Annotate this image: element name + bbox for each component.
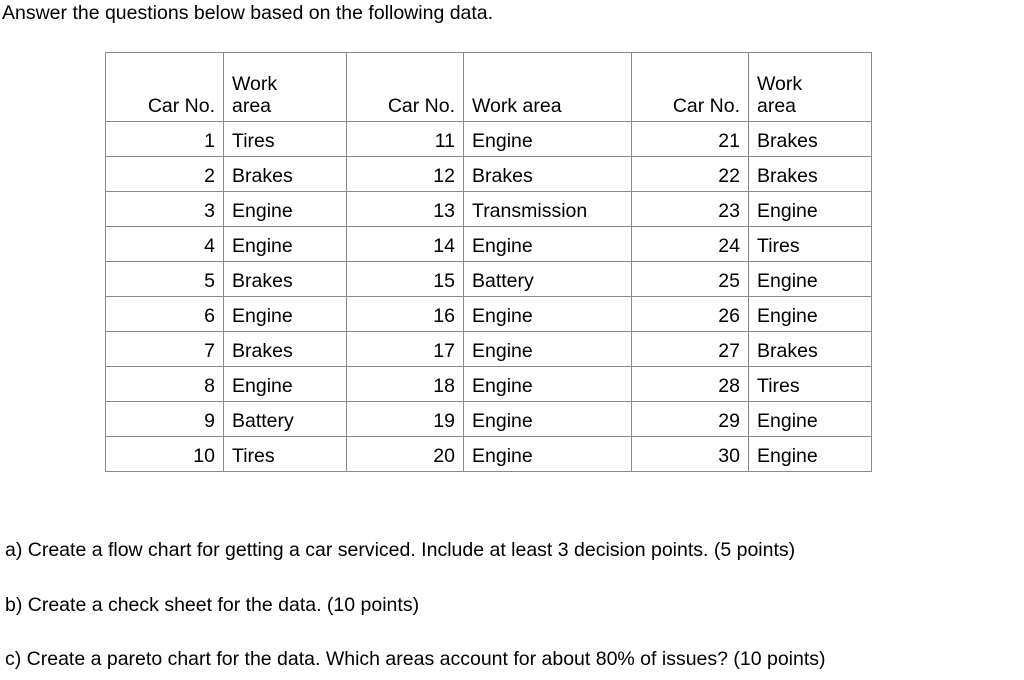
table-row bbox=[106, 402, 872, 437]
work-area-cell: Brakes bbox=[224, 157, 347, 192]
work-area-cell: Tires bbox=[749, 227, 872, 262]
car-number-cell: 6 bbox=[106, 297, 224, 332]
car-number-cell: 1 bbox=[106, 122, 224, 157]
header-car-no: Car No. bbox=[106, 53, 224, 122]
car-number-cell: 15 bbox=[347, 262, 464, 297]
table-row bbox=[106, 297, 872, 332]
car-number-cell: 26 bbox=[632, 297, 749, 332]
car-number-cell: 9 bbox=[106, 402, 224, 437]
car-number-cell: 23 bbox=[632, 192, 749, 227]
car-number-cell: 5 bbox=[106, 262, 224, 297]
work-area-cell: Engine bbox=[464, 402, 632, 437]
header-car-no: Car No. bbox=[632, 53, 749, 122]
car-number-cell: 12 bbox=[347, 157, 464, 192]
work-area-cell: Transmission bbox=[464, 192, 632, 227]
car-number-cell: 4 bbox=[106, 227, 224, 262]
work-area-cell: Brakes bbox=[749, 332, 872, 367]
table-row bbox=[106, 192, 872, 227]
car-number-cell: 29 bbox=[632, 402, 749, 437]
work-area-cell: Brakes bbox=[224, 262, 347, 297]
question-c: c) Create a pareto chart for the data. Which areas account for about 80% of issues? (10 points) bbox=[5, 648, 826, 670]
work-area-cell: Engine bbox=[464, 367, 632, 402]
car-number-cell: 27 bbox=[632, 332, 749, 367]
work-area-cell: Engine bbox=[464, 332, 632, 367]
intro-text: Answer the questions below based on the following data. bbox=[2, 2, 494, 24]
table-row bbox=[106, 262, 872, 297]
car-number-cell: 17 bbox=[347, 332, 464, 367]
car-number-cell: 19 bbox=[347, 402, 464, 437]
car-number-cell: 21 bbox=[632, 122, 749, 157]
work-area-cell: Tires bbox=[224, 437, 347, 472]
car-number-cell: 16 bbox=[347, 297, 464, 332]
work-area-cell: Brakes bbox=[749, 157, 872, 192]
question-a: a) Create a flow chart for getting a car serviced. Include at least 3 decision points. (5 points) bbox=[5, 539, 796, 561]
car-number-cell: 24 bbox=[632, 227, 749, 262]
question-b: b) Create a check sheet for the data. (10 points) bbox=[5, 594, 420, 616]
header-work-area: Work area bbox=[464, 53, 632, 122]
work-area-cell: Engine bbox=[464, 227, 632, 262]
work-area-cell: Engine bbox=[749, 192, 872, 227]
header-row bbox=[106, 53, 872, 122]
work-area-cell: Engine bbox=[224, 227, 347, 262]
car-number-cell: 13 bbox=[347, 192, 464, 227]
work-area-cell: Battery bbox=[464, 262, 632, 297]
car-number-cell: 8 bbox=[106, 367, 224, 402]
table-row bbox=[106, 367, 872, 402]
header-car-no: Car No. bbox=[347, 53, 464, 122]
car-number-cell: 22 bbox=[632, 157, 749, 192]
table-row bbox=[106, 437, 872, 472]
car-number-cell: 30 bbox=[632, 437, 749, 472]
work-area-cell: Battery bbox=[224, 402, 347, 437]
table-row bbox=[106, 122, 872, 157]
car-number-cell: 3 bbox=[106, 192, 224, 227]
car-number-cell: 10 bbox=[106, 437, 224, 472]
car-number-cell: 7 bbox=[106, 332, 224, 367]
work-area-cell: Tires bbox=[224, 122, 347, 157]
work-area-cell: Engine bbox=[464, 437, 632, 472]
work-area-cell: Engine bbox=[749, 437, 872, 472]
header-work-area: Work area bbox=[224, 53, 347, 122]
car-number-cell: 14 bbox=[347, 227, 464, 262]
car-number-cell: 2 bbox=[106, 157, 224, 192]
work-area-cell: Brakes bbox=[464, 157, 632, 192]
car-number-cell: 18 bbox=[347, 367, 464, 402]
data-table bbox=[105, 52, 872, 472]
work-area-cell: Brakes bbox=[224, 332, 347, 367]
table-row bbox=[106, 332, 872, 367]
car-number-cell: 28 bbox=[632, 367, 749, 402]
work-area-cell: Engine bbox=[749, 297, 872, 332]
header-work-area: Work area bbox=[749, 53, 872, 122]
work-area-cell: Engine bbox=[464, 122, 632, 157]
car-number-cell: 11 bbox=[347, 122, 464, 157]
work-area-cell: Engine bbox=[749, 262, 872, 297]
table-row bbox=[106, 157, 872, 192]
work-area-cell: Engine bbox=[224, 192, 347, 227]
car-number-cell: 20 bbox=[347, 437, 464, 472]
work-area-cell: Engine bbox=[464, 297, 632, 332]
work-area-cell: Engine bbox=[224, 367, 347, 402]
table-row bbox=[106, 227, 872, 262]
work-area-cell: Engine bbox=[224, 297, 347, 332]
work-area-cell: Engine bbox=[749, 402, 872, 437]
work-area-cell: Tires bbox=[749, 367, 872, 402]
work-area-cell: Brakes bbox=[749, 122, 872, 157]
car-number-cell: 25 bbox=[632, 262, 749, 297]
